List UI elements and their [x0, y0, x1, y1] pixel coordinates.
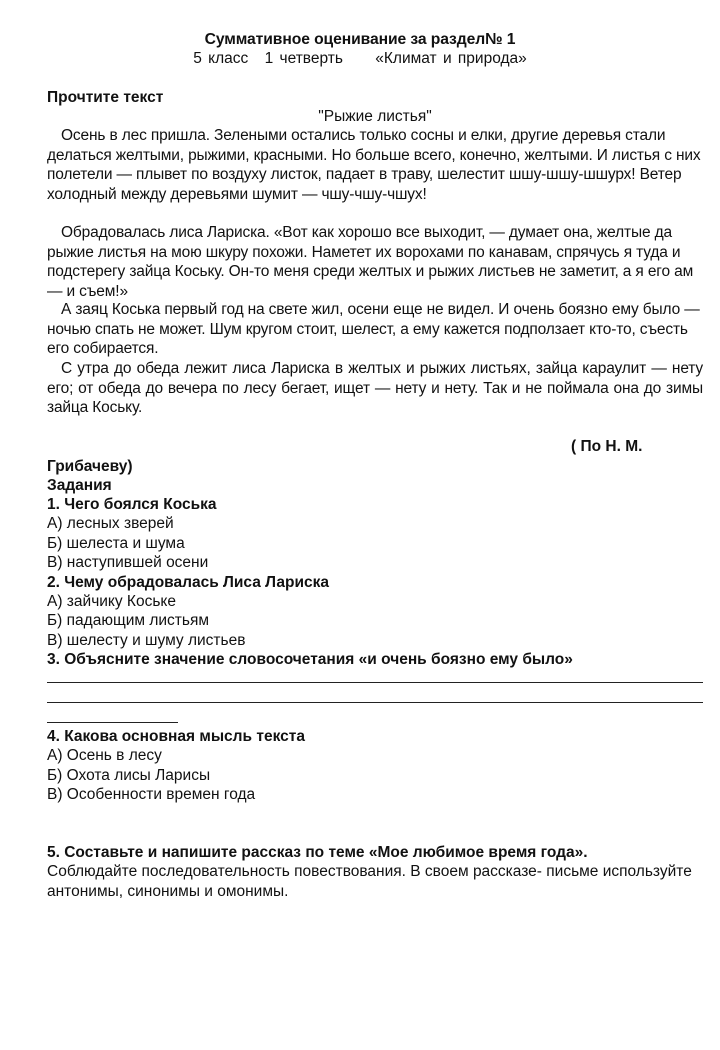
document-subtitle — [0, 49, 720, 69]
story-paragraph: А заяц Коська первый год на свете жил, осени еще не видел. И очень боязно ему было — ночью спать не может. Шум кругом стоит, шелест, а ему кажется подползает кто-то, съесть его собирается. — [47, 301, 700, 357]
quarter-label: 1 четверть — [264, 50, 343, 67]
question-1: 1. Чего боялся Коська — [47, 496, 217, 513]
story-title: "Рыжие листья" — [318, 108, 432, 125]
story-attribution: ( По Н. М. — [571, 438, 643, 455]
question-4-option-c: В) Особенности времен года — [47, 786, 256, 803]
question-1-option-b: Б) шелеста и шума — [47, 535, 185, 552]
question-4: 4. Какова основная мысль текста — [47, 728, 305, 745]
question-1-option-c: В) наступившей осени — [47, 554, 209, 571]
reading-instruction: Прочтите текст — [47, 89, 164, 106]
question-3: 3. Объясните значение словосочетания «и очень боязно ему было» — [47, 651, 573, 668]
document-title: Суммативное оценивание за раздел№ 1 — [204, 31, 516, 48]
question-2-option-c: В) шелесту и шуму листьев — [47, 632, 246, 649]
question-4-option-b: Б) Охота лисы Ларисы — [47, 767, 211, 784]
tasks-heading: Задания — [47, 477, 112, 494]
story-paragraph: С утра до обеда лежит лиса Лариска в желтых и рыжих листьях, зайца караулит — нету его; от обеда до вечера по лесу бегает, ищет — нету и нету. Так и не поймала она до зимы зайца Коську. — [47, 360, 703, 416]
answer-line[interactable] — [47, 682, 703, 683]
grade-label: 5 класс — [193, 50, 249, 67]
question-2: 2. Чему обрадовалась Лиса Лариска — [47, 574, 330, 591]
question-4-option-a: А) Осень в лесу — [47, 747, 162, 764]
question-5-instructions: Соблюдайте последовательность повествования. В своем рассказе- письме используйте антонимы, синонимы и омонимы. — [47, 863, 692, 900]
question-2-option-b: Б) падающим листьям — [47, 612, 209, 629]
answer-line[interactable] — [47, 702, 703, 703]
question-5: 5. Составьте и напишите рассказ по теме «Мое любимое время года». — [47, 844, 588, 861]
story-paragraph: Обрадовалась лиса Лариска. «Вот как хорошо все выходит, — думает она, желтые да рыжие листья на мою шкуру похожи. Наметет их ворохами по канавам, спрячусь я туда и подстерегу зайца Коську. Он-то меня среди желтых и рыжих листьев не заметит, а я его ам — и съем!» — [47, 224, 694, 300]
question-1-option-a: А) лесных зверей — [47, 515, 174, 532]
answer-line[interactable] — [47, 722, 178, 723]
question-2-option-a: А) зайчику Коське — [47, 593, 176, 610]
story-attribution-continued: Грибачеву) — [47, 458, 133, 475]
story-paragraph: Осень в лес пришла. Зелеными остались только сосны и елки, другие деревья стали делаться желтыми, рыжими, красными. Но больше всего, конечно, желтыми. И листья с них полетели — плывет по воздуху листок, падает в траву, шелестит шшу-шшу-шшурх! Ветер холодный между деревьями шумит — чшу-чшу-чшух! — [47, 127, 701, 203]
section-label: «Климат и природа» — [375, 50, 527, 67]
